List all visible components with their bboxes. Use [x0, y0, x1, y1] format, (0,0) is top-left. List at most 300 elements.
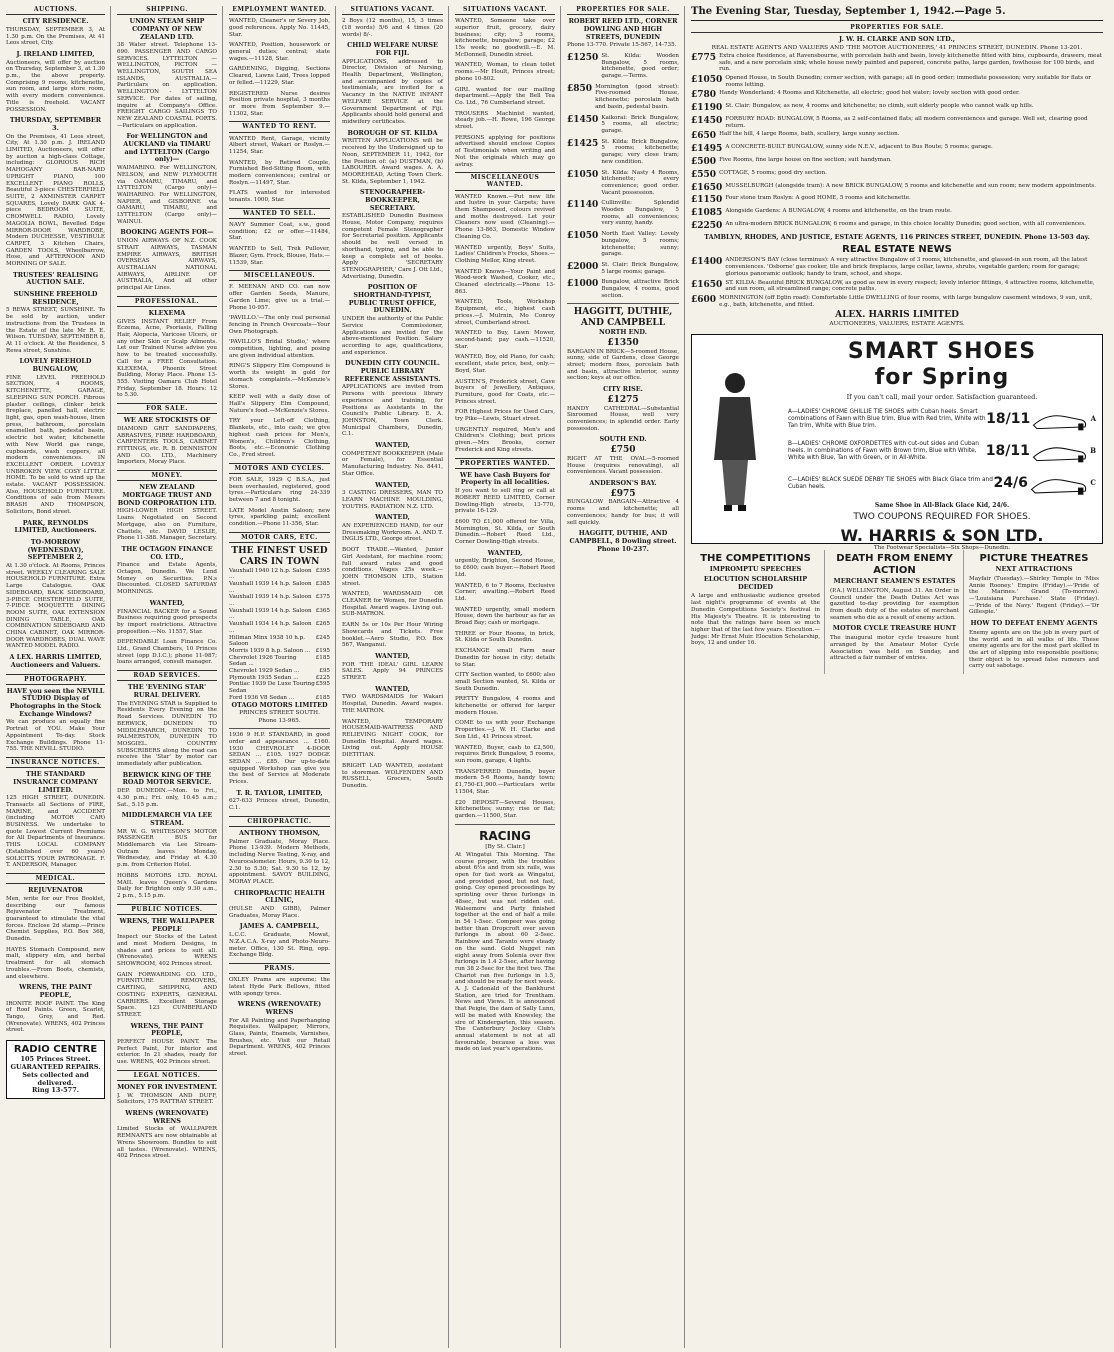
ad-heading: WRENS (WRENOVATE) WRENS — [237, 1000, 322, 1016]
car-name: Vauxhall 1939 14 h.p. Saloon ... — [229, 607, 312, 621]
ad-text: WANTED, 6 to 7 Rooms, Exclusive Corner; awaiting.—Robert Reed Ltd. — [455, 582, 555, 602]
shoe-item — [788, 470, 1096, 498]
property-price: £1425 — [567, 138, 599, 149]
property-listing — [691, 131, 1103, 142]
motor-text: The inaugural motor cycle treasure hunt arranged by the Amateur Motor Cycle Association was held on Sunday, and attracted a fair number of entries. — [830, 635, 959, 662]
section-heading: WANTED TO RENT. — [229, 121, 330, 132]
ad-text: OXLEY Prams are supreme; the latest Hyde Park Bellows, fitted with spongy tyres. — [229, 977, 330, 997]
divider — [455, 824, 555, 825]
ad-text: WANTED, Position, housework or general duties; central; state wages.—11128, Star. — [229, 42, 330, 62]
property-text: Alongside Gardens: A BUNGALOW, 4 rooms and kitchenette, on the tram route. — [725, 208, 952, 215]
ad-text: Phone 13-770. Private 15-567, 14-735. — [567, 42, 677, 49]
car-name: Chevrolet 1929 Sedan ... — [229, 668, 300, 675]
ad-block — [455, 354, 555, 374]
property-price: £1450 — [567, 114, 599, 125]
ad-block — [455, 299, 555, 326]
property-text: ST. KILDA: Beautiful BRICK BUNGALOW, as good as new in every respect; lovely interior fittings, 4 attractive rooms, kitchenette, and sun room, all streamlined range; concrete paths. — [725, 279, 1095, 293]
radio-line2: Sets collected and delivered. — [22, 1070, 89, 1087]
ad-block — [117, 918, 217, 968]
property-listing — [691, 103, 1103, 114]
ad-block — [117, 684, 217, 767]
ad-text: J. W. THOMSON AND DUFF, Solicitors, 175 RATTRAY STREET. — [117, 1092, 217, 1106]
property-price: £550 — [691, 169, 717, 180]
ad-heading: MIDDLEMARCH VIA LEE STREAM. — [121, 811, 213, 827]
ad-block — [117, 484, 217, 542]
car-name: Chevrolet 1926 Touring Sedan ... — [229, 654, 297, 668]
ad-block — [229, 222, 330, 242]
car-price: £265 — [315, 621, 330, 628]
ad-text: Finance and Estate Agents, Octagon, Dunedin. We Lend Money on Securities. P.N.s Discounted. CLOSED SATURDAY MORNINGS. — [117, 562, 217, 596]
ad-text: F. MEENAN AND CO. can now offer Garden Seeds, Manure, Garden Lime; give us a trial.—Phone 10-957. — [229, 284, 330, 311]
ad-text: Limited Stocks of WALLPAPER REMNANTS are now obtainable at Wrens Showroom. Bundles to suit all tastes. (Wrenovate). WRENS, 402 Princes street. — [117, 1126, 217, 1160]
ad-block — [229, 732, 330, 786]
ad-text: FOR Highest Prices for Used Cars, try Pike—Lewis, Stuart street. — [455, 409, 555, 423]
property-text: North East Valley: Lovely bungalow, 5 rooms; kitchenette; sunny; garage. — [601, 231, 679, 258]
ad-heading: JAMES A. CAMPBELL, — [239, 922, 320, 931]
property-price: £775 — [691, 52, 717, 63]
ad-text: If you want to sell ring or call at ROBERT REED LIMITED, Corner Dowling-High streets, 13-770, private 16-129. — [455, 488, 555, 515]
ad-heading: MONEY FOR INVESTMENT. — [117, 1083, 217, 1092]
ad-text: 3 CASTING DRESSERS, MAN TO LEARN MACHINE MOULDING, YOUTHS. RADIATION N.Z. LTD. — [342, 490, 443, 510]
car-name: Plymouth 1935 Sedan ... — [229, 674, 299, 681]
ad-text: urgently, Brighton, Second House, to £600; cash buyer.—Robert Reed Ltd. — [455, 558, 555, 578]
ad-text: WAIMARINO. For WELLINGTON, NELSON, and NEW PLYMOUTH via OAMARU, TIMARU, and LYTTELTON (Cargo only)— WAIHARINO. For WELLINGTON, NAPIER, and GISBORNE via OAMARU, TIMARU, and LYTTELTON (Cargo only)— WAINUI. — [117, 165, 217, 225]
dealer-address: PRINCES STREET SOUTH. — [239, 710, 320, 717]
ad-text: WANTED Rent, Garage, vicinity Albert street, Wakari or Roslyn.—11254, Star. — [229, 135, 330, 155]
car-price: £385 — [315, 580, 330, 587]
ad-text: The EVENING STAR is Supplied to Residents Every Evening on the Road Services. DUNEDIN TO BERWICK, DUNEDIN TO MIDDLEMARCH, DUNEDIN TO PALMERSTON, DUNEDIN TO MOSGIEL. COUNTRY SUBSCRIBERS along the road can receive the 'Star' by motor car immediately after publication. — [117, 700, 217, 768]
radio-line1: GUARANTEED REPAIRS. — [10, 1062, 101, 1071]
property-listing — [691, 170, 1103, 181]
car-listing — [229, 621, 330, 634]
property-text: Extra choice Residence, at Ravensbourne, with porcelain bath and basin, lovely kitchenette fitted with bins, cupboards, drawers, meat safe, and a new porcelain sink; whole house newly painted and papered, concrete paths, large garden, fowlhouse for 100 birds, and run. — [719, 52, 1103, 73]
competitions-title: THE COMPETITIONS — [700, 553, 811, 565]
ad-block — [567, 200, 679, 227]
ad-text: LATE Model Austin Saloon; new tyres, sparkling paint; excellent condition.—Phone 11-356, Star. — [229, 507, 330, 528]
death-sub: MERCHANT SEAMEN'S ESTATES — [833, 577, 956, 586]
ad-block — [6, 771, 105, 869]
ad-block — [455, 550, 555, 579]
racing-text: At Wingatui This Morning. The course proper, with the troubles about 6½s and from six rails, was open for fast work as Wingatui, and provided good, but not fast, going. Coy opened proceedings by sprinting over three furlongs in 48sec, but was not ridden out. Walsemore and Party finished together at the end of half a mile in 54 1-5sec. Compeer was going better than Dropcroft over seven furlongs in about 60 2-5sec. Rainbow and Taranto were steady on the sand. Gold Nugget ran eight away from Solenia over five furlongs in 1.4 2-5sec, after having run 38 2-5sec for the first two. The Chariot ran five furlongs in 1.5, and should be ready for next week. A. J. Cadonald of the Bankhurst Station, are tried for Trentham. News and Views. It is announced that Peigie, the dam of Sally Lunn, will be mated with Knowsley, the sire of Kindergarten, this season. The Canterbury Jockey Club's annual statement is not at all favourable, because a loss was made on last year's operations. — [455, 851, 555, 1053]
ad-block — [229, 363, 330, 390]
property-text: COTTAGE, 5 rooms; good dry section. — [719, 169, 827, 176]
shoe-desc: A—LADIES' CHROME GHILLIE TIE SHOES with Cuban heels. Smart combinations of Fawn with Blue trim, Blue with Red trim, White with Tan trim, White with Blue trim. — [788, 409, 986, 430]
ad-heading: WE ARE STOCKISTS OF — [123, 416, 211, 425]
column-header: AUCTIONS. — [6, 6, 105, 15]
ad-text: 1936 9 H.P. STANDARD, in good order and appearance ... £160. 1930 CHEVROLET 4-DOOR SEDAN ... £105. 1927 DODGE SEDAN ... £85. Our up-to-date equipped Workshop can give you the best of Service at Moderate Prices. — [229, 732, 330, 786]
locality-heading: NORTH END. — [599, 328, 647, 337]
ad-heading: LOVELY FREEHOLD BUNGALOW, — [19, 357, 92, 374]
ad-block — [117, 873, 217, 900]
ad-block — [229, 284, 330, 311]
ad-heading: WANTED, — [375, 513, 410, 522]
ad-block — [117, 600, 217, 636]
ad-text: WANTED, Tools, Workshop Equipment, etc., highest cash prices.—J. Mulrnin, Mo Conroy street, Cumberland street. — [455, 299, 555, 326]
column-header: SITUATIONS VACANT. — [455, 6, 555, 15]
shoe-label: B — [1090, 446, 1096, 456]
car-listing — [229, 675, 330, 682]
property-text: A CONCRETE-BUILT BUNGALOW, sunny side N.E.V., adjacent to Bus Route; 5 rooms; garage. — [725, 144, 993, 151]
price-row — [567, 84, 679, 111]
ad-block — [455, 18, 555, 58]
ad-text: APPLICATIONS are invited from Persons with previous library experience and training, for Positions as Assistants in the Council's Public Library. E. A. JOHNSTON, Town Clerk. Municipal Chambers, Dunedin, C.1. — [342, 384, 443, 438]
ad-text: ESTABLISHED Dunedin Business House, Motor Company, requires competent Female Stenographer for Secretarial position. Applicants should be well versed in shorthand, typing, and be able to keep a complete set of books. Apply 'SECRETARY STENOGRAPHER,' Care J. Ott Ltd., Advertising, Dunedin. — [342, 213, 443, 280]
price-row — [567, 170, 679, 197]
property-listing — [691, 75, 1103, 88]
price-row — [567, 139, 679, 166]
ad-block — [455, 62, 555, 82]
ad-block — [567, 139, 679, 166]
tamblyn-footer: TAMBLYN, RHODES, AND JUSTICE, ESTATE AGENTS, 116 PRINCES STREET, DUNEDIN. Phone 13-503 day. — [704, 232, 1090, 241]
shoes-title2: for Spring — [874, 365, 1010, 391]
real-estate-title: REAL ESTATE NEWS — [842, 244, 952, 256]
car-listing — [229, 608, 330, 621]
car-listing — [229, 635, 330, 648]
competitions-sub1: IMPROMPTU SPEECHES — [709, 565, 802, 574]
ad-block — [455, 720, 555, 740]
property-listing — [691, 157, 1103, 168]
ad-text: Inspect our Stocks of the Latest and most Modern Designs, in shades and prices to suit all. (Wrenovate). WRENS SHOWROOM, 402 Princes street. — [117, 934, 217, 968]
ad-block — [455, 87, 555, 107]
ad-text: COME to us with your Exchange Properties.—J. W. H. Clarke and Son Ltd., 41 Princes street. — [455, 720, 555, 740]
ad-block — [6, 358, 105, 515]
smart-shoes-ad — [691, 334, 1103, 551]
property-listing — [691, 53, 1103, 73]
section-heading: MISCELLANEOUS. — [229, 270, 330, 281]
ad-heading: UNION STEAM SHIP COMPANY OF NEW ZEALAND LTD. — [129, 17, 205, 41]
ad-text: UNDER the authority of the Public Service Commissioner, Applications are invited for the above-mentioned Position. Salary according to age, qualifications, and experience. — [342, 316, 443, 356]
radio-centre-ad — [6, 1040, 105, 1099]
property-listing — [691, 116, 1103, 129]
column-header: SHIPPING. — [117, 6, 217, 15]
ad-block — [229, 42, 330, 62]
ad-block — [342, 360, 443, 438]
ad-text: CITY Section wanted, to £600; also small Section wanted, St. Kilda or South Dunedin. — [455, 672, 555, 692]
racing-title: RACING — [479, 828, 531, 843]
locality-text: BARGAIN IN BRICK—5-roomed House, sunny, side of Gardens, close George street; modern fixes, porcelain bath and basin, attractive interior, sunny section; keys at our office. — [567, 348, 679, 382]
ad-block — [229, 923, 330, 959]
ad-block — [117, 229, 217, 291]
ad-text: GIVES INSTANT RELIEF From Eczema, Acne, Psoriasis, Falling Hair, Alopecia, Varicose Ulcers, or any other Skin or Scalp Ailments. Let our Trained Nurse advise you how to be treated successfully. Call for a FREE Consultation. KLEXEMA, Phoenix Street Building, Moray Place. Phone 13-555. Visiting Oamaru Club Hotel Friday, September 18. Hours: 12 to 5.30. — [117, 318, 217, 399]
ad-heading: HAVE you seen the NEVILL STUDIO Display of Photographs in the Stock Exchange Windows? — [6, 686, 105, 718]
ad-block — [455, 330, 555, 350]
alex-harris-footer: ALEX. HARRIS LIMITED — [835, 310, 959, 321]
ad-block — [342, 653, 443, 682]
property-text: St. Kilda: Wooden Bungalow, 5 rooms, kitchenette, good order; garage.—Terms. — [601, 52, 679, 80]
ad-block — [342, 591, 443, 618]
ad-block — [567, 231, 679, 258]
ad-block — [117, 972, 217, 1019]
ad-heading: CHIROPRACTIC HEALTH CLINIC, — [234, 888, 325, 905]
ad-text: THURSDAY, SEPTEMBER 3, At 1.30 p.m. On the Premises, At 41 Leos street, City. — [6, 26, 105, 47]
alex-harris-sub: AUCTIONEERS, VALUERS, ESTATE AGENTS. — [829, 321, 965, 328]
ad-block — [567, 279, 679, 299]
locality-price: £750 — [610, 445, 636, 456]
section-heading: INSURANCE NOTICES. — [6, 757, 105, 768]
ad-block — [342, 686, 443, 715]
defeat-text: Enemy agents are on the job in every part of the world and in all walks of life. These enemy agents are for the most part skilled in the art of slipping into responsible positions; their object is to spread false rumours and carry out sabotage. — [969, 629, 1099, 670]
ad-block — [342, 442, 443, 478]
section-heading: WANTED TO SELL. — [229, 208, 330, 219]
ad-text: WRITTEN APPLICATIONS will be received by the Undersigned up to Noon, SEPTEMBER 11, 1942, for the Position of: (a) DUSTMAN, (b) LABOURER. Award wages. A. A. MOOREHEAD, Acting Town Clerk. St. Kilda, September 1, 1942. — [342, 138, 443, 185]
radio-phone: Ring 13-577. — [32, 1086, 79, 1095]
property-price: £1650 — [691, 279, 723, 290]
pictures-text: Mayfair (Tuesday).—Shirley Temple in 'Miss Annie Rooney.' Empire (Friday).—'Pride of the Marines.' Grand (To-morrow).—'Louisiana Purchase.' State (Friday).—'Pride of the Navy.' Regent (Friday).—'Dr Gillespie.' — [969, 575, 1099, 616]
shoes-brand: W. HARRIS & SON LTD. — [840, 525, 1044, 545]
ad-block — [229, 830, 330, 886]
ad-text: WANTED, Cleaner's or Severy Job, good references. Apply No. 11445, Star. — [229, 18, 330, 38]
property-text: St. Clair: Bungalow, as new, 4 rooms and kitchenette; no climb, suit elderly people who cannot walk up hills. — [725, 103, 1034, 110]
ad-text: PERSONS applying for positions advertised should enclose Copies of Testimonials when writing and Not the originals which may go astray. — [455, 134, 555, 168]
section-heading: MOTORS AND CYCLES. — [229, 463, 330, 474]
property-price: £600 — [691, 294, 717, 305]
shoe-price: 18/11 — [985, 443, 1030, 460]
section-heading: CHIROPRACTIC. — [229, 816, 330, 827]
news-col-b — [830, 550, 964, 674]
section-heading: PROPERTIES WANTED. — [455, 458, 555, 469]
divider — [229, 728, 330, 729]
shoe-label: C — [1090, 478, 1096, 488]
ad-block — [567, 84, 679, 111]
ad-block — [455, 409, 555, 422]
ad-heading: BOOKING AGENTS FOR— — [120, 228, 214, 237]
shoes-note: Same Shoe in All-Black Glace Kid, 24/6. — [874, 501, 1010, 509]
ad-block — [342, 284, 443, 356]
ad-heading: ROBERT REED LTD., CORNER DOWLING AND HIGH STREETS, DUNEDIN — [568, 17, 678, 41]
locality-text: BUNGALOW BARGAIN—Attractive 4 rooms and kitchenette; all conveniences; handy for bus; it will sell quickly. — [567, 499, 679, 526]
property-text: Five Rooms, fine large house on fine section; suit handyman. — [719, 156, 892, 163]
property-price: £1000 — [567, 279, 599, 290]
ad-heading: THE STANDARD INSURANCE COMPANY LIMITED. — [13, 770, 98, 794]
car-listing — [229, 668, 330, 675]
ad-text: FOR SALE, 1929 Ç B.S.A., just been overhauled, registered, good tyres.—Particulars ring 24-339 between 7 and 8 tonight. — [229, 476, 330, 503]
ad-block — [117, 546, 217, 596]
haggitt-heading: HAGGITT, DUTHIE, AND CAMPBELL — [573, 307, 673, 329]
ad-text: WANTED Known.—Put new life and lustre in your Carpets; have them Shampooed, colours revived and moths destroyed. Let your Cleaners now used (Cleaning).—Phone 13-863, Domestic Window Cleaning Co. — [455, 193, 555, 240]
ad-block — [455, 135, 555, 169]
ad-block — [229, 136, 330, 156]
shoes-brand-sub: The Footwear Specialists—Six Shops—Dunedin. — [873, 544, 1011, 551]
ad-text: WANTED to Buy, Lawn Mower, second-hand; pay cash.—11520, Star. — [455, 330, 555, 350]
shoe-desc: C—LADIES' BLACK SUEDE DERBY TIE SHOES with Black Glace trim and Cuban heels. — [788, 476, 993, 490]
ad-block — [117, 1110, 217, 1160]
ad-text: GIRL wanted for our mailing department.—Apply the Bell Tea Co. Ltd., 76 Cumberland street. — [455, 86, 555, 106]
car-price: £245 — [315, 634, 330, 641]
property-text: St. Kilda: Brick Bungalow, 5 rooms; kitchenette; garage; very close tram; new condition. — [601, 138, 679, 165]
ad-text: At 1.30 o'clock. At Rooms, Princes street. WEEKLY CLEARING SALE HOUSEHOLD FURNITURE. Extra Large Catalogue. OAK SIDEBOARD, BACK SIDEBOARD, 3-PIECE CHESTERFIELD SUITE, 7-PIECE MOQUETTE DINING ROOM SUITE, OAK EXTENSION DINING TABLE, OAK COMBINATION SIDEBOARD AND CHINA CABINET, OAK MIRROR-DOOR WARDROBES, DUAL WAVE WANTED MODEL RADIO. — [6, 562, 105, 650]
property-price: £1050 — [567, 169, 599, 180]
shoes-title: SMART SHOES — [847, 339, 1037, 365]
ad-block — [6, 654, 105, 669]
column-situations-1 — [342, 6, 449, 1348]
news-col-c — [969, 550, 1103, 674]
ad-text: We can produce an equally fine Portrait of YOU. Make Your Appointment To-day. Stock Exchange Buildings. Phone 11-755. THE NEVILL STUDIO. — [6, 719, 105, 753]
ad-heading: WANTED, — [375, 652, 410, 660]
ad-text: 2 Boys (12 months), 15, 3 times (18 words) 5/6 and 4 times (20 words) 8/-. — [342, 18, 443, 38]
ad-heading: BOROUGH OF ST. KILDA — [347, 128, 438, 137]
ad-heading: WRENS, THE WALLPAPER PEOPLE — [119, 916, 215, 933]
ad-heading: WANTED, — [375, 441, 410, 450]
ad-text: HIGH-LOWER HIGH STREET. Loans Negotiated on Second Mortgage, also on Furniture, Chattels, etc. DAVID LESLIE, Phone 11-388. Manager, Secretary. — [117, 508, 217, 542]
ad-block — [117, 133, 217, 225]
car-price: £375 — [315, 594, 330, 601]
ad-block — [455, 583, 555, 603]
section-heading: ROAD SERVICES. — [117, 670, 217, 681]
ad-text: PRETTY Bungalow, 4 rooms and kitchenette or offered for larger modern House. — [455, 696, 555, 716]
ad-block — [455, 245, 555, 265]
section-heading: MOTOR CARS, ETC. — [229, 532, 330, 543]
ad-block — [229, 977, 330, 997]
ad-block — [229, 246, 330, 266]
divider — [567, 303, 679, 304]
ad-text: 125 HIGH STREET, DUNEDIN. Transacts all Sections of FIRE, MARINE, and ACCIDENT (including MOTOR CAR) BUSINESS. We undertake to quote Lowest Current Premiums for All Departments of Insurance. THIS LOCAL COMPANY (Established over 60 years) SOLICITS YOUR PATRONAGE. F. T. ANDERSON, Manager. — [6, 795, 105, 869]
ad-heading: T. R. TAYLOR, LIMITED, — [236, 788, 323, 797]
ad-heading: STENOGRAPHER-BOOKKEEPER, SECRETARY. — [359, 188, 426, 212]
columns — [6, 6, 1108, 1348]
ad-heading: PARK, REYNOLDS LIMITED, Auctioneers. — [14, 518, 97, 535]
ad-heading: DUNEDIN CITY COUNCIL. PUBLIC LIBRARY REFERENCE ASSISTANTS. — [344, 359, 441, 383]
ad-block — [455, 800, 555, 820]
ad-block — [6, 539, 105, 650]
column-properties-2 — [691, 6, 1108, 1348]
property-price: £2000 — [567, 261, 599, 272]
shoe-icon — [1028, 470, 1091, 498]
ad-text: 5 REWA STREET, SUNSHINE. To be sold by auction, under instructions from the Trustees in the Estate of the late Mr R. E. Wilson. TUESDAY, SEPTEMBER 8, At 11 o'clock. At the Residence, 5 Rewa street, Sunshine. — [6, 307, 105, 354]
property-price: £1400 — [691, 257, 723, 268]
ad-block — [6, 947, 105, 981]
ad-heading: J. IRELAND LIMITED, — [16, 49, 95, 58]
pictures-title: PICTURE THEATRES — [979, 553, 1089, 565]
ad-text: URGENTLY required, Men's and Children's Clothing; best prices given.—Mrs Brooks, corner Frederick and King streets. — [455, 426, 555, 453]
ad-text: RING'S Slippery Elm Compound is worth its weight in gold for stomach complaints.—McKenzie's Stores. — [229, 363, 330, 390]
property-text: Mornington (good street): Five-roomed House, kitchenette; porcelain bath and basin, pedestal basin. — [595, 83, 679, 110]
ad-text: DEP. DUNEDIN.—Mon. to Fri., 4.30 p.m.; Fri. only, 10.45 a.m.; Sat., 5.15 p.m. — [117, 788, 217, 808]
ad-block — [229, 394, 330, 414]
price-row — [567, 115, 679, 135]
ad-text: MR W. G. WHITESON'S MOTOR PASSENGER BUS for Middlemarch via Lee Stream-Outram leaves Monday, Wednesday, and Friday at 4.30 p.m. from Criterion Hotel. — [117, 828, 217, 869]
locality-heading: CITY RISE. — [603, 385, 643, 394]
column-header: EMPLOYMENT WANTED. — [229, 6, 330, 15]
ad-text: (HULSE AND GIBB), Palmer Graduates, Moray Place. — [229, 906, 330, 919]
shoe-label: A — [1090, 414, 1096, 424]
car-price: £95 — [319, 668, 330, 675]
car-price: £395 — [315, 567, 330, 574]
radio-address: 105 Princes Street. — [20, 1055, 91, 1064]
ad-block — [6, 520, 105, 535]
shoe-price: 24/6 — [993, 475, 1028, 492]
property-price: £2250 — [691, 220, 723, 231]
locality-text: RIGHT AT THE OVAL—5-roomed House (requires renovating), all conveniences. Vacant possession. — [567, 455, 679, 476]
ad-block — [229, 477, 330, 504]
real-estate-listing — [691, 295, 1103, 308]
locality-text: HANDY CATHEDRAL—Substantial Sixroomed House, well very conveniences; in splendid order. Early possession. — [567, 405, 679, 432]
ad-heading: NEW ZEALAND MORTGAGE TRUST AND BOND CORPORATION LTD. — [117, 483, 217, 507]
shoe-item — [788, 406, 1096, 434]
ad-text: KEEP well with a daily dose of Hall's Slippery Elm Compound, Nature's food.—McKenzie's Stores. — [229, 394, 330, 414]
ad-text: WANTED to Sell, Trek Pullover, Blazer, Gym. Frock, Blouse, Hats.—11539, Star. — [229, 246, 330, 266]
ad-text: NAVY Summer Coat, s.w., good condition; £2 or offer.—11484, Star. — [229, 222, 330, 242]
ad-text: GAIN FORWARDING CO. LTD., FURNITURE REMOVERS, CARTING, SHIPPING, AND COSTING EXPERTS, GENERAL CARRIERS. Excellent Storage Space. 123 CUMBERLAND STREET. — [117, 971, 217, 1018]
ad-text: WANTED urgently, small modern House, down the harbour as far as Broad Bay; cash or mortgage. — [455, 606, 555, 627]
ad-text: DEPENDABLE Loan Finance Co. Ltd., Grand Chambers, 10 Princes street (opp D.I.C.); phone 11-987; loans arranged, consult manager. — [117, 639, 217, 666]
car-name: Pontiac 1939 De Luxe Touring Sedan — [229, 681, 315, 695]
ad-heading: WANTED, — [375, 684, 410, 693]
property-price: £1050 — [691, 74, 723, 85]
car-price: £225 — [315, 674, 330, 681]
ad-heading: WE have Cash Buyers for Property in all localities. — [459, 470, 551, 487]
ad-block — [455, 745, 555, 765]
ad-text: WANTED, Woman, to clean toilet rooms.—Mr Hoult, Princes street; phone 10-802. — [455, 62, 555, 82]
ad-text: TWO WARDSMAIDS for Wakari Hospital, Dunedin. Award wages. THE MATRON. — [342, 694, 443, 714]
section-heading: LEGAL NOTICES. — [117, 1070, 217, 1081]
ad-block — [342, 719, 443, 759]
property-listing — [691, 90, 1103, 101]
car-price: £365 — [315, 607, 330, 614]
car-price: £595 — [315, 681, 330, 688]
news-col-a — [691, 550, 825, 674]
ad-block — [6, 18, 105, 47]
column-auctions — [6, 6, 111, 1348]
ad-block — [117, 18, 217, 129]
ad-block — [229, 890, 330, 920]
shoe-item — [788, 438, 1096, 466]
section-heading: MONEY. — [117, 470, 217, 481]
ad-block — [229, 91, 330, 118]
ad-block — [6, 272, 105, 287]
property-text: St. Kilda: Nasty 4 Rooms, kitchenette; every convenience; good order. Vacant possession. — [601, 169, 679, 196]
ad-text: On the Premises, 41 Leos street, City, At 1.30 p.m. J. IRELAND LIMITED, Auctioneers, will offer by auction a high-class Cottage, including: GLORIOUS RICH MAHOGANY BAR-NARD UPRIGHT PIANO, 100 EXCELLENT PIANO ROLLS, Beautiful 3-piece CHESTERFIELD SUITE, 2 AXMINSTER CARPET SQUARES, Lovely DARK OAK 4-piece BEDROOM SUITE, CROMWELL RADIO, Lovely MAGOLIA BOWL, Bevelled Edge MIRROR-DOOR WARDROBE, Modern DUCHESSE, VESTIBULE CARPET, 3 Kitchen Chairs, GARDEN TOOLS, Wheelbarrow, Hose, and AFTERNOON AND MORNING OF SALE. — [6, 133, 105, 268]
ad-heading: TO-MORROW (WEDNESDAY), SEPTEMBER 2, — [27, 537, 84, 562]
ad-block — [117, 417, 217, 466]
ad-heading: ANTHONY THOMSON, — [238, 829, 321, 838]
car-listing — [229, 648, 330, 655]
car-price: £195 — [315, 647, 330, 654]
property-text: Handy Wonderland: 4 Rooms and Kitchenette, all electric; good hot water; lovely section with good order. — [719, 90, 1020, 97]
ad-text: £600 TO £1,000 offered for Villa, Mornington, St. Kilda, or South Dunedin.—Robert Reed Ltd., Corner Dowling-High streets. — [455, 518, 555, 546]
column-shipping — [117, 6, 223, 1348]
ad-block — [229, 66, 330, 86]
property-text: Cullinville: Splendid Wooden Bungalow, 5 rooms, all conveniences; very sunny, handy. — [601, 200, 679, 227]
property-text: MUSSELBURGH (alongside tram): A new BRICK BUNGALOW, 5 rooms and kitchenette and sun room; new modern appointments. — [725, 182, 1096, 189]
ad-text: BOOT TRADE.—Wanted, Junior Girl Assistant, for machine room; full award rates and good conditions. Wages 25s week.—JOHN THOMSON LTD., Station street. — [342, 547, 443, 587]
ad-text: HOBBS MOTORS LTD. ROYAL MAIL leaves Queen's Gardens Daily for Brighton only 9.30 a.m., 2 p.m., 5.15 p.m. — [117, 872, 217, 899]
ad-block — [455, 648, 555, 668]
property-price: £1450 — [691, 115, 723, 126]
price-row — [567, 262, 679, 275]
property-text: Kaikorai: Brick Bungalow, 5 rooms, all electric; garage. — [601, 114, 679, 134]
property-price: £1190 — [691, 103, 723, 114]
ad-block — [229, 339, 330, 359]
shoes-sub: If you can't call, mail your order. Satisfaction guaranteed. — [846, 392, 1038, 401]
locality-price: £1275 — [607, 394, 639, 405]
news-subcolumns — [691, 550, 1103, 674]
next-attractions: NEXT ATTRACTIONS — [995, 565, 1073, 574]
real-estate-listing — [691, 280, 1103, 293]
property-price: £1140 — [567, 200, 599, 211]
ad-heading: CHILD WELFARE NURSE FOR FIJI. — [347, 41, 438, 57]
ad-block — [342, 514, 443, 543]
ad-block — [455, 672, 555, 692]
ad-text: WANTED Known—Your Paint and Wood-work Washed, Cooker, etc., Cleaned electrically.—Phone 13-863. — [455, 268, 555, 295]
car-listing — [229, 581, 330, 594]
radio-title: RADIO CENTRE — [13, 1044, 98, 1056]
section-heading: PRAMS. — [229, 963, 330, 974]
ad-text: APPLICATIONS, addressed to Director, Division of Nursing, Health Department, Wellington, and accompanied by copies of testimonials, are invited for a Vacancy in the NATIVE INFANT WELFARE SERVICE at the Government Department of Fiji. Applicants should hold general and midwifery certificates. — [342, 58, 443, 125]
ad-block — [342, 622, 443, 649]
ad-text: IRONITE ROOF PAINT. The King of Roof Paints. Green, Scarlet, Tango, Grey, and Red. (Wrenovate). WRENS, 402 Princes street. — [6, 1000, 105, 1034]
ad-block — [6, 117, 105, 267]
ad-text: £20 DEPOSIT—Several Houses, kitchenettes; sunny; rise or flat; garden.—11500, Star. — [455, 799, 555, 819]
